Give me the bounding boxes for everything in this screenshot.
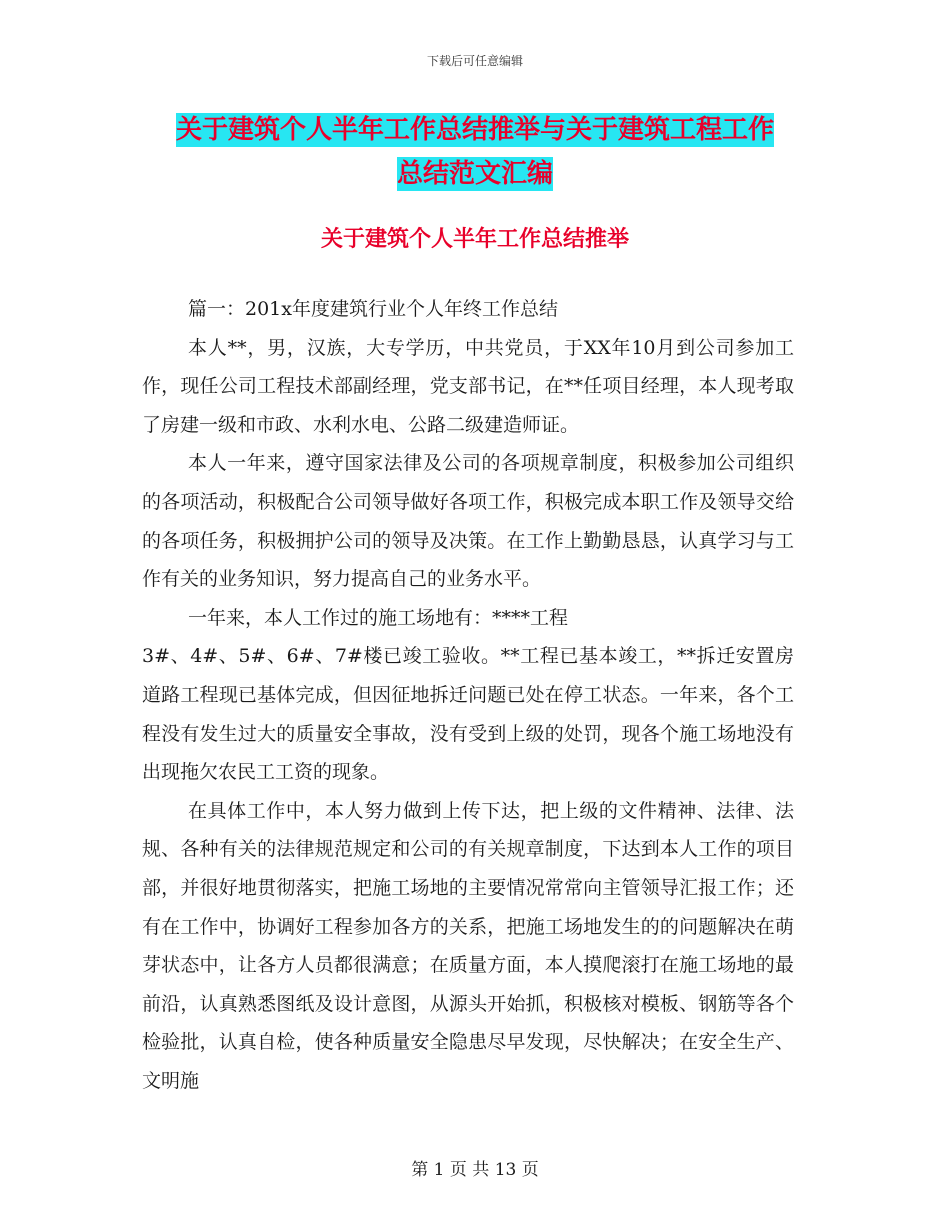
paragraph: 3#、4#、5#、6#、7#楼已竣工验收。**工程已基本竣工，**拆迁安置房道路工程现已基体完成，但因征地拆迁问题已处在停工状态。一年来，各个工程没有发生过大的质量安全事故，没有受到上级的处罚，现各个施工场地没有出现拖欠农民工工资的现象。 [142,645,794,784]
paragraph: 一年来，本人工作过的施工场地有：****工程 [188,606,569,629]
document-body [142,290,794,1100]
page-header-note: 下载后可任意编辑 [426,54,523,68]
document-title-line-2: 总结范文汇编 [396,159,553,189]
section-title: 关于建筑个人半年工作总结推举 [320,227,629,252]
document-title-line-1: 关于建筑个人半年工作总结推举与关于建筑工程工作 [175,115,774,145]
paragraph: 在具体工作中，本人努力做到上传下达，把上级的文件精神、法律、法规、各种有关的法律规范规定和公司的有关规章制度，下达到本人工作的项目部，并很好地贯彻落实，把施工场地的主要情况常常向主管领导汇报工作；还有在工作中，协调好工程参加各方的关系，把施工场地发生的的问题解决在萌芽状态中，让各方人员都很满意；在质量方面，本人摸爬滚打在施工场地的最前沿，认真熟悉图纸及设计意图，从源头开始抓，积极核对模板、钢筋等各个检验批，认真自检，使各种质量安全隐患尽早发现，尽快解决；在安全生产、文明施 [142,799,794,1092]
paragraph: 本人**，男，汉族，大专学历，中共党员，于XX年10月到公司参加工作，现任公司工程技术部副经理，党支部书记，在**任项目经理，本人现考取了房建一级和市政、水利水电、公路二级建造师证。 [142,336,794,436]
sub-heading: 篇一：201x年度建筑行业个人年终工作总结 [188,298,558,320]
document-title [0,108,950,196]
page-number-footer: 第 1 页 共 13 页 [411,1160,539,1180]
paragraph: 本人一年来，遵守国家法律及公司的各项规章制度，积极参加公司组织的各项活动，积极配合公司领导做好各项工作，积极完成本职工作及领导交给的各项任务，积极拥护公司的领导及决策。在工作上勤勤恳恳，认真学习与工作有关的业务知识，努力提高自己的业务水平。 [142,452,794,591]
